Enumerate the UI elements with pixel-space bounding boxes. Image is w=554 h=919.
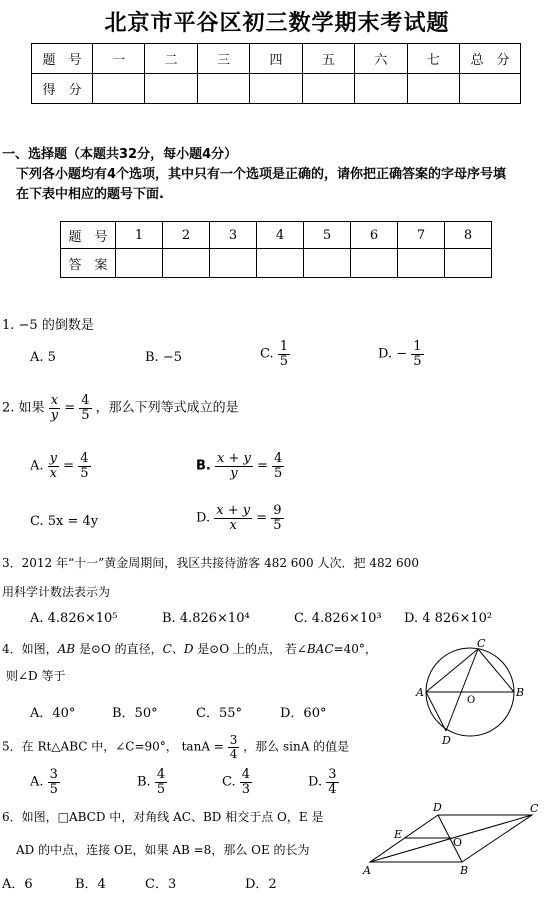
answer-row-label: 答 案 xyxy=(61,249,116,278)
answer-cell[interactable] xyxy=(210,249,257,278)
q4-option-a: A．40° xyxy=(30,706,76,721)
q2-option-b xyxy=(196,452,284,480)
q2-stem-eq: = xyxy=(64,400,76,416)
q3-option-b: B. 4.826×10⁴ xyxy=(162,611,250,626)
answer-header-label: 题 号 xyxy=(61,222,116,249)
q4-text: 是⊙O 的直径， xyxy=(75,642,163,656)
score-header-label: 题 号 xyxy=(32,44,93,74)
denominator: 5 xyxy=(274,465,283,481)
numerator: 1 xyxy=(413,339,422,354)
q5-c-prefix: C. xyxy=(222,774,236,790)
score-col-4: 四 xyxy=(250,44,302,74)
denominator: 5 xyxy=(156,781,166,797)
answer-cell[interactable] xyxy=(351,249,398,278)
q2-b-lfraction xyxy=(215,452,253,480)
answer-col-3: 3 xyxy=(210,222,257,249)
answer-col-6: 6 xyxy=(351,222,398,249)
q5-option-c xyxy=(222,768,252,796)
q1-option-b: B. −5 xyxy=(145,350,182,365)
score-cell[interactable] xyxy=(145,74,197,104)
q5-text: 5．在 Rt△ABC 中，∠C=90°， tanA = xyxy=(2,739,224,754)
answer-cell[interactable] xyxy=(257,249,304,278)
q6-option-a: A．6 xyxy=(2,877,33,892)
q5-option-d xyxy=(308,768,339,796)
q1-c-fraction xyxy=(278,340,290,368)
equals-sign: = xyxy=(256,510,268,526)
q3-stem-line2: 用科学计数法表示为 xyxy=(2,585,111,599)
label-c: C xyxy=(530,802,539,815)
denominator: 5 xyxy=(273,517,282,533)
numerator: 4 xyxy=(241,767,251,782)
segment-dc xyxy=(446,649,478,731)
label-o: O xyxy=(453,836,463,849)
section-heading: 一、选择题（本题共32分，每小题4分） xyxy=(2,147,238,162)
q1-stem: 1. −5 的倒数是 xyxy=(2,318,94,333)
numerator: x + y xyxy=(216,503,251,518)
score-cell[interactable] xyxy=(355,74,407,104)
score-cell[interactable] xyxy=(197,74,249,104)
q6-option-d: D．2 xyxy=(245,877,277,892)
q1-option-a: A. 5 xyxy=(30,350,56,365)
q2-a-prefix: A. xyxy=(30,458,44,474)
denominator: 5 xyxy=(81,407,90,423)
q5-option-b xyxy=(137,768,167,796)
numerator: 4 xyxy=(274,451,283,466)
q5-a-prefix: A. xyxy=(30,774,44,790)
q4-option-b: B．50° xyxy=(112,706,158,721)
q4-text: =40°， xyxy=(333,642,377,656)
q5-d-fraction xyxy=(326,768,338,796)
denominator: x xyxy=(49,465,58,481)
q5-b-prefix: B. xyxy=(137,774,151,790)
label-o: O xyxy=(467,695,476,706)
denominator: 5 xyxy=(80,465,89,481)
score-col-7: 七 xyxy=(407,44,459,74)
q2-stem-prefix: 2. 如果 xyxy=(2,400,45,416)
answer-col-5: 5 xyxy=(304,222,351,249)
equals-sign: = xyxy=(63,458,75,474)
label-e: E xyxy=(394,828,403,841)
numerator: 3 xyxy=(49,767,58,782)
q2-b-rfraction xyxy=(272,452,284,480)
answer-col-1: 1 xyxy=(116,222,163,249)
section-instruction: 在下表中相应的题号下面. xyxy=(16,187,164,202)
q2-stem xyxy=(2,394,239,422)
q4-stem-line2: 则∠D 等于 xyxy=(6,669,66,683)
q4-text: BAC xyxy=(306,642,334,656)
q5-a-fraction xyxy=(48,768,60,796)
score-col-5: 五 xyxy=(302,44,354,74)
score-col-3: 三 xyxy=(197,44,249,74)
q2-option-a xyxy=(30,452,91,480)
q3-option-d: D. 4 826×10² xyxy=(404,611,493,626)
denominator: 3 xyxy=(241,781,251,797)
answer-col-8: 8 xyxy=(445,222,492,249)
segment-ac xyxy=(426,649,478,692)
q5-option-a xyxy=(30,768,60,796)
q1-option-d xyxy=(378,340,424,368)
label-d: D xyxy=(433,801,442,814)
denominator: y xyxy=(50,407,59,423)
q2-option-d xyxy=(196,504,284,532)
numerator: 3 xyxy=(229,733,238,747)
q5-d-prefix: D. xyxy=(308,774,323,790)
page-title: 北京市平谷区初三数学期末考试题 xyxy=(104,11,450,36)
q2-option-c: C. 5x = 4y xyxy=(30,514,99,529)
numerator: 3 xyxy=(328,767,337,782)
q1-c-prefix: C. xyxy=(260,346,274,362)
score-cell[interactable] xyxy=(93,74,145,104)
q3-option-a: A. 4.826×10⁵ xyxy=(30,611,118,626)
denominator: 4 xyxy=(328,781,337,797)
denominator: 5 xyxy=(279,353,289,369)
answer-col-7: 7 xyxy=(398,222,445,249)
q2-a-rfraction xyxy=(78,452,90,480)
segment-ad xyxy=(426,692,446,731)
q3-stem-line1: 3．2012 年“十一”黄金周期间，我区共接待游客 482 600 人次．把 482 600 xyxy=(2,556,419,570)
numerator: y xyxy=(49,451,58,466)
answer-table xyxy=(60,221,492,278)
score-row-label: 得 分 xyxy=(32,74,93,104)
q3-option-c: C. 4.826×10³ xyxy=(294,611,382,626)
q4-text: C、D xyxy=(162,642,194,656)
answer-cell[interactable] xyxy=(304,249,351,278)
numerator: 1 xyxy=(279,339,289,354)
label-a: A xyxy=(416,686,424,699)
q2-a-lfraction xyxy=(48,452,59,480)
q6-stem-line2: AD 的中点，连接 OE，如果 AB =8，那么 OE 的长为 xyxy=(16,843,310,857)
q2-stem-suffix: ，那么下列等式成立的是 xyxy=(95,400,239,416)
q4-option-d: D．60° xyxy=(280,706,327,721)
denominator: 4 xyxy=(229,746,238,761)
score-cell[interactable] xyxy=(250,74,302,104)
q5-stem-fraction xyxy=(228,734,240,760)
denominator: y xyxy=(230,465,238,481)
label-c: C xyxy=(477,637,486,650)
label-b: B xyxy=(460,864,469,877)
q4-text: 4．如图， xyxy=(2,642,58,656)
score-cell[interactable] xyxy=(302,74,354,104)
denominator: 5 xyxy=(49,781,58,797)
q4-text: 是⊙O 上的点， 若∠ xyxy=(193,642,307,656)
q2-d-lfraction xyxy=(214,504,252,532)
q2-d-prefix: D. xyxy=(196,510,211,526)
numerator: 4 xyxy=(81,393,90,408)
label-b: B xyxy=(516,686,525,699)
equals-sign: = xyxy=(256,458,268,474)
score-cell[interactable] xyxy=(460,74,521,104)
q6-option-b: B．4 xyxy=(75,877,106,892)
q1-d-fraction xyxy=(411,340,423,368)
denominator: 5 xyxy=(413,353,422,369)
answer-cell[interactable] xyxy=(163,249,210,278)
q4-circle-figure xyxy=(416,637,530,747)
answer-col-2: 2 xyxy=(163,222,210,249)
answer-col-4: 4 xyxy=(257,222,304,249)
numerator: 4 xyxy=(80,451,89,466)
q4-text: AB xyxy=(57,642,76,656)
answer-cell[interactable] xyxy=(398,249,445,278)
q2-stem-fraction xyxy=(49,394,60,422)
score-col-1: 一 xyxy=(93,44,145,74)
numerator: 9 xyxy=(273,503,282,518)
q6-stem-line1: 6．如图，□ABCD 中，对角线 AC、BD 相交于点 O，E 是 xyxy=(2,810,324,824)
q1-d-prefix: D. − xyxy=(378,346,408,362)
denominator: x xyxy=(229,517,237,533)
q2-b-prefix: B. xyxy=(196,458,211,474)
score-table xyxy=(31,43,521,104)
score-col-6: 六 xyxy=(355,44,407,74)
section-instruction: 下列各小题均有4个选项，其中只有一个选项是正确的，请你把正确答案的字母序号填 xyxy=(16,167,507,182)
numerator: 4 xyxy=(156,767,166,782)
label-a: A xyxy=(363,864,371,877)
q6-option-c: C．3 xyxy=(145,877,177,892)
score-col-total: 总 分 xyxy=(460,44,521,74)
numerator: x xyxy=(50,393,59,408)
q5-b-fraction xyxy=(155,768,167,796)
q5-c-fraction xyxy=(240,768,252,796)
q5-stem xyxy=(2,734,349,760)
label-d: D xyxy=(442,734,451,747)
q2-stem-rfraction xyxy=(79,394,91,422)
answer-cell[interactable] xyxy=(116,249,163,278)
q6-parallelogram-figure xyxy=(360,800,545,880)
q5-text: ，那么 sinA 的值是 xyxy=(243,739,350,754)
q4-option-c: C．55° xyxy=(196,706,242,721)
numerator: x + y xyxy=(217,451,251,466)
score-cell[interactable] xyxy=(407,74,459,104)
q2-d-rfraction xyxy=(271,504,283,532)
answer-cell[interactable] xyxy=(445,249,492,278)
q1-option-c xyxy=(260,340,290,368)
score-col-2: 二 xyxy=(145,44,197,74)
q4-stem-line1 xyxy=(2,640,377,657)
